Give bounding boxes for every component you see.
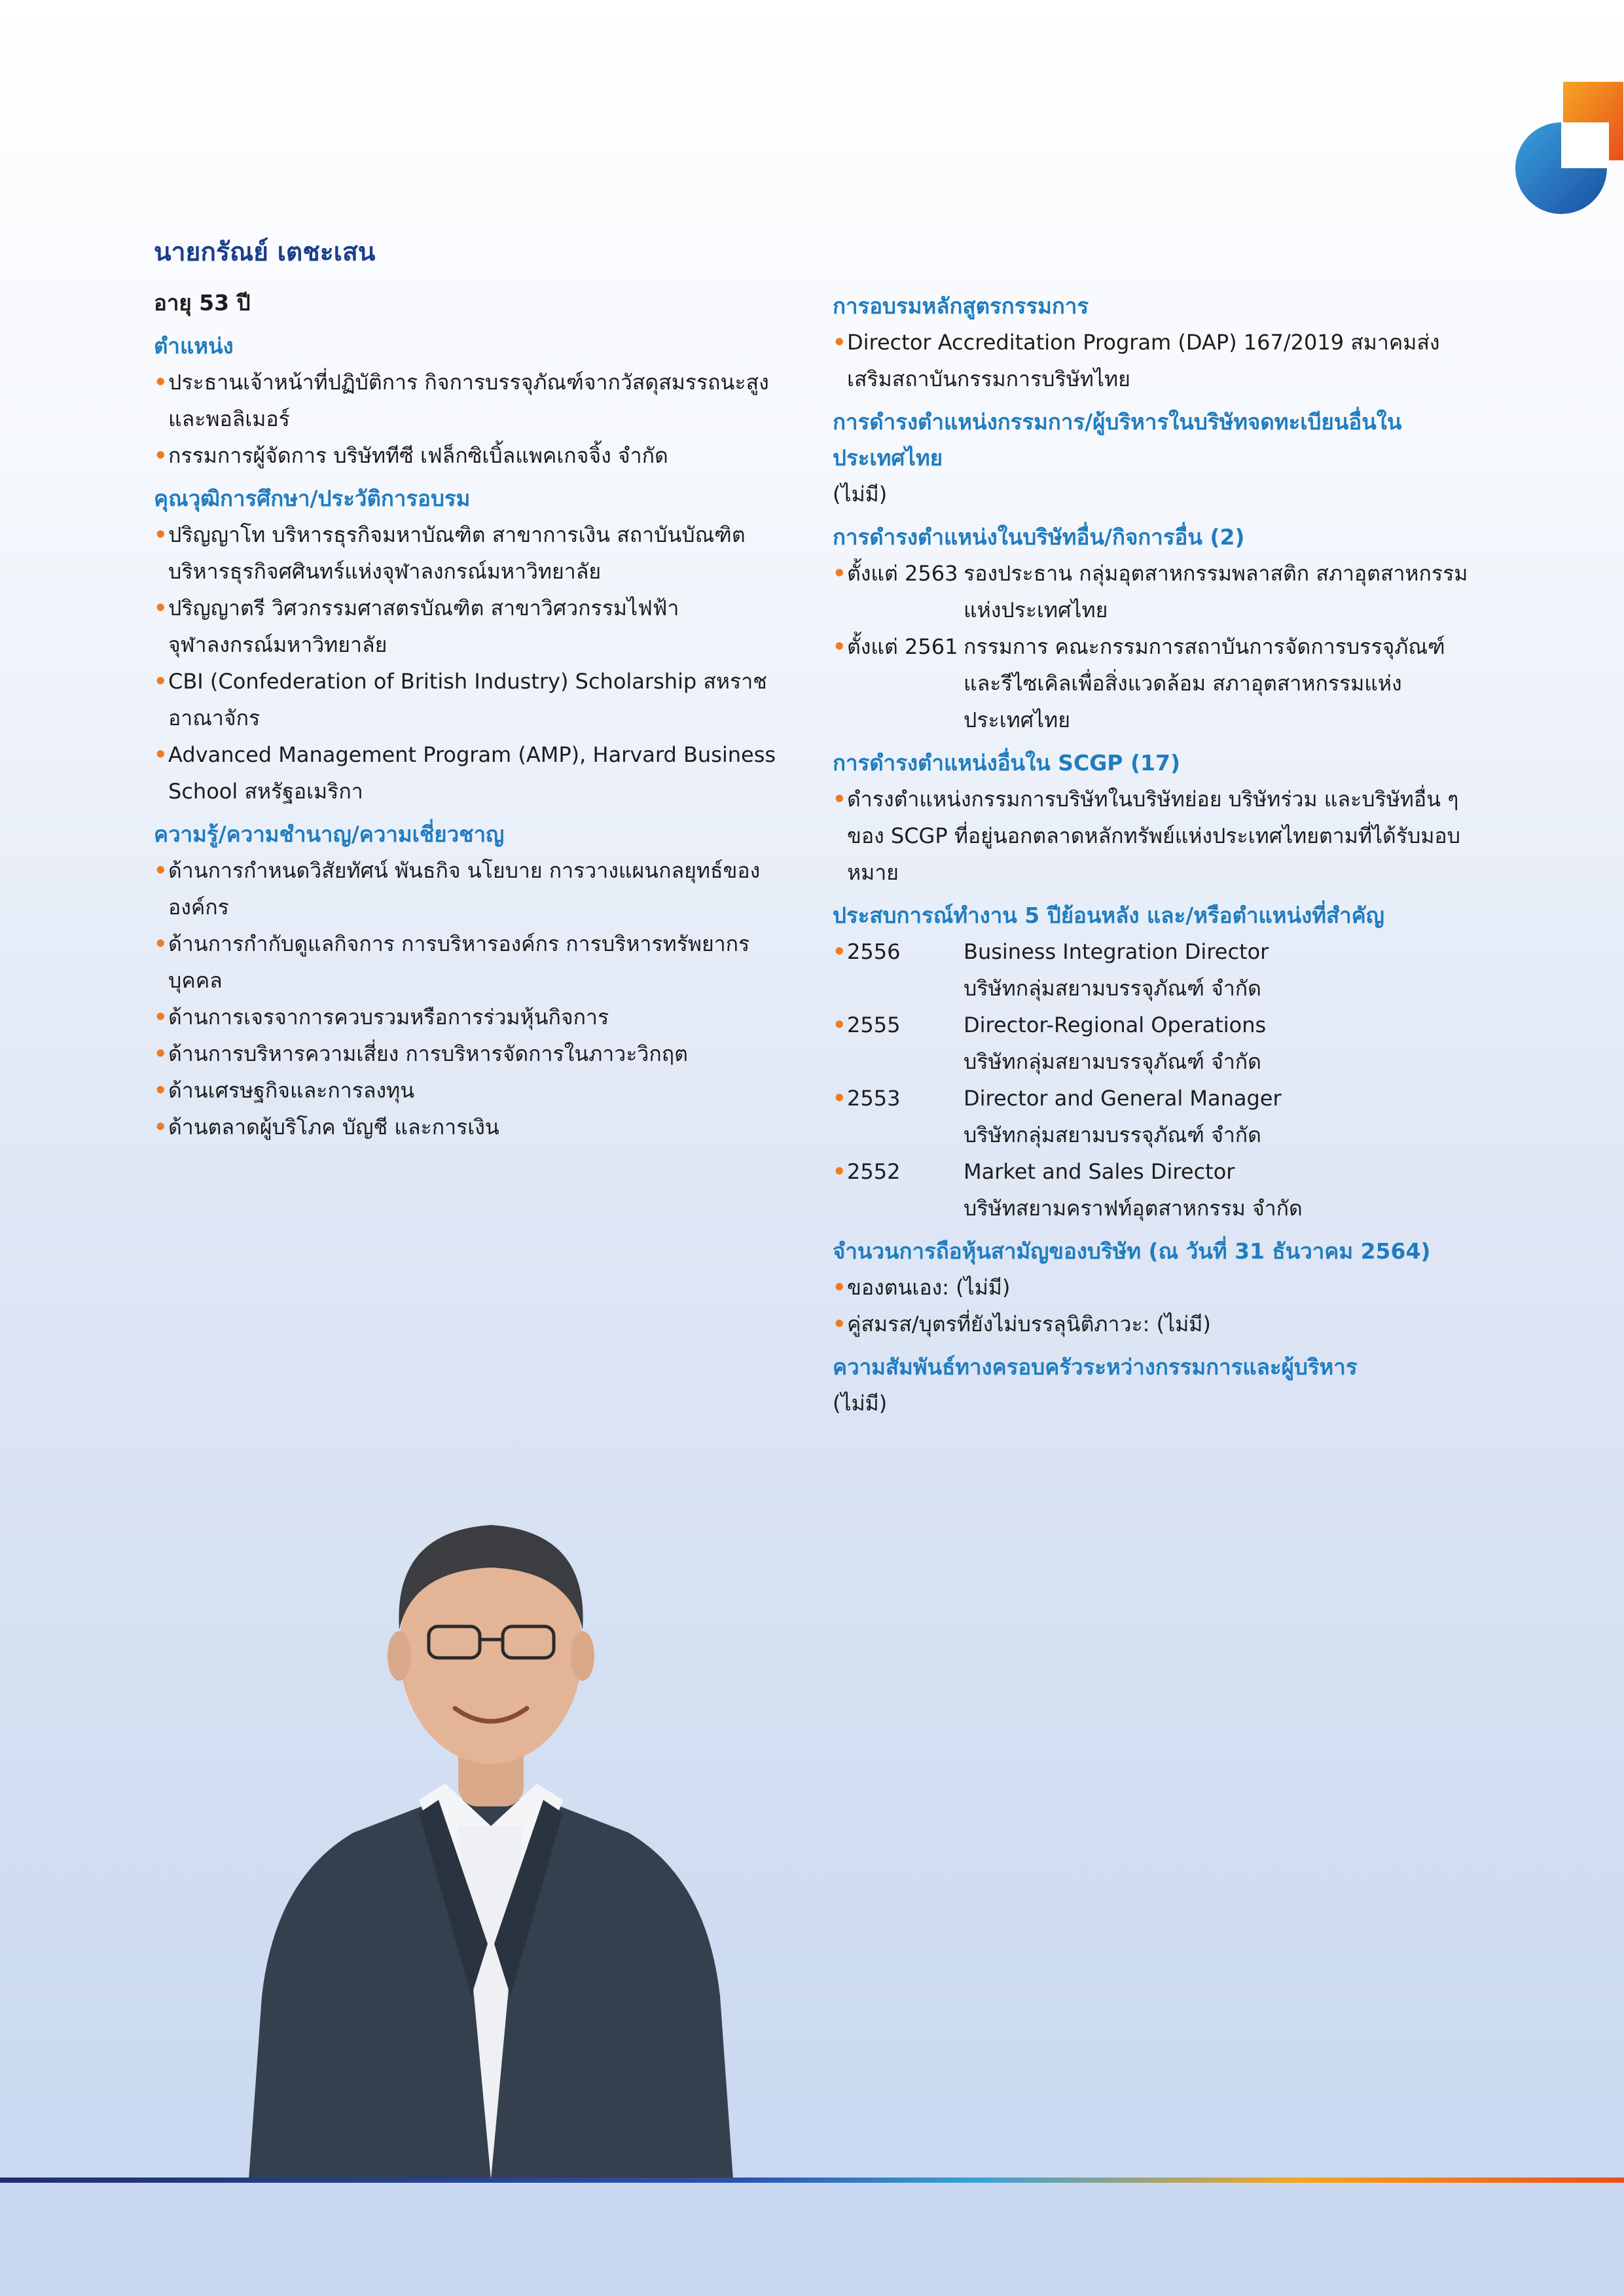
shareholding-list bbox=[833, 1269, 1471, 1342]
position-list bbox=[154, 364, 789, 474]
listed-company-value: (ไม่มี) bbox=[833, 482, 888, 507]
listed-company-heading: การดำรงตำแหน่งกรรมการ/ผู้บริหารในบริษัทจดทะเบียนอื่นในประเทศไทย bbox=[833, 409, 1402, 471]
list-item: • กรรมการผู้จัดการ บริษัททีซี เฟล็กซิเบิ้ลแพคเกจจิ้ง จำกัด bbox=[154, 443, 668, 468]
family-relation-heading: ความสัมพันธ์ทางครอบครัวระหว่างกรรมการและผู้บริหาร bbox=[833, 1354, 1358, 1380]
expertise-heading: ความรู้/ความชำนาญ/ความเชี่ยวชาญ bbox=[154, 821, 505, 847]
expertise-list bbox=[154, 852, 789, 1145]
scgp-positions-list bbox=[833, 781, 1471, 891]
list-item: • Director Accreditation Program (DAP) 167/2019 สมาคมส่งเสริมสถาบันกรรมการบริษัทไทย bbox=[833, 330, 1440, 391]
person-age: อายุ 53 ปี bbox=[154, 290, 251, 315]
person-name: นายกรัณย์ เตชะเสน bbox=[154, 238, 376, 267]
experience-row: • 2552 Market and Sales Director บริษัทสยามคราฟท์อุตสาหกรรม จำกัด bbox=[833, 1159, 1303, 1221]
list-item: • ด้านการกำหนดวิสัยทัศน์ พันธกิจ นโยบาย การวางแผนกลยุทธ์ขององค์กร bbox=[154, 858, 761, 920]
other-company-row: • ตั้งแต่ 2563 รองประธาน กลุ่มอุตสาหกรรมพลาสติก สภาอุตสาหกรรมแห่งประเทศไทย bbox=[833, 561, 1468, 622]
list-item: • ด้านตลาดผู้บริโภค บัญชี และการเงิน bbox=[154, 1115, 499, 1139]
list-item: • ของตนเอง: (ไม่มี) bbox=[833, 1275, 1011, 1300]
person-portrait-icon bbox=[223, 1407, 759, 2179]
family-relation-value: (ไม่มี) bbox=[833, 1391, 888, 1416]
scgp-logo-icon bbox=[1499, 82, 1623, 219]
scgp-positions-heading: การดำรงตำแหน่งอื่นใน SCGP (17) bbox=[833, 750, 1181, 776]
list-item: • Advanced Management Program (AMP), Harvard Business School สหรัฐอเมริกา bbox=[154, 742, 776, 804]
list-item: • ด้านเศรษฐกิจและการลงทุน bbox=[154, 1078, 415, 1103]
experience-row: • 2553 Director and General Manager บริษัทกลุ่มสยามบรรจุภัณฑ์ จำกัด bbox=[833, 1086, 1282, 1147]
list-item: • CBI (Confederation of British Industry) Scholarship สหราชอาณาจักร bbox=[154, 669, 767, 730]
list-item: • ปริญญาตรี วิศวกรรมศาสตรบัณฑิต สาขาวิศวกรรมไฟฟ้า จุฬาลงกรณ์มหาวิทยาลัย bbox=[154, 596, 679, 657]
list-item: • ปริญญาโท บริหารธุรกิจมหาบัณฑิต สาขาการเงิน สถาบันบัณฑิตบริหารธุรกิจศศินทร์แห่งจุฬาลงกรณ์มหาวิทยาลัย bbox=[154, 522, 746, 584]
right-column bbox=[833, 288, 1471, 1422]
position-heading: ตำแหน่ง bbox=[154, 333, 234, 359]
training-list bbox=[833, 324, 1471, 397]
experience-heading: ประสบการณ์ทำงาน 5 ปีย้อนหลัง และ/หรือตำแหน่งที่สำคัญ bbox=[833, 903, 1384, 928]
list-item: • ด้านการกำกับดูแลกิจการ การบริหารองค์กร การบริหารทรัพยากรบุคคล bbox=[154, 931, 750, 993]
list-item: • ดำรงตำแหน่งกรรมการบริษัทในบริษัทย่อย บริษัทร่วม และบริษัทอื่น ๆ ของ SCGP ที่อยู่นอกตลาดหลักทรัพย์แห่งประเทศไทยตามที่ได้รับมอบหมาย bbox=[833, 787, 1460, 885]
shareholding-heading: จำนวนการถือหุ้นสามัญของบริษัท (ณ วันที่ 31 ธันวาคม 2564) bbox=[833, 1238, 1431, 1264]
education-heading: คุณวุฒิการศึกษา/ประวัติการอบรม bbox=[154, 486, 471, 511]
training-heading: การอบรมหลักสูตรกรรมการ bbox=[833, 293, 1089, 319]
experience-row: • 2556 Business Integration Director บริษัทกลุ่มสยามบรรจุภัณฑ์ จำกัด bbox=[833, 939, 1269, 1001]
other-company-heading: การดำรงตำแหน่งในบริษัทอื่น/กิจการอื่น (2) bbox=[833, 524, 1245, 550]
other-company-row: • ตั้งแต่ 2561 กรรมการ คณะกรรมการสถาบันการจัดการบรรจุภัณฑ์และรีไซเคิลเพื่อสิ่งแวดล้อม สภาอุตสาหกรรมแห่งประเทศไทย bbox=[833, 634, 1445, 732]
experience-row: • 2555 Director-Regional Operations บริษัทกลุ่มสยามบรรจุภัณฑ์ จำกัด bbox=[833, 1013, 1267, 1074]
list-item: • คู่สมรส/บุตรที่ยังไม่บรรลุนิติภาวะ: (ไม่มี) bbox=[833, 1312, 1211, 1336]
bottom-color-bar bbox=[0, 2178, 1624, 2183]
list-item: • ประธานเจ้าหน้าที่ปฏิบัติการ กิจการบรรจุภัณฑ์จากวัสดุสมรรถนะสูงและพอลิเมอร์ bbox=[154, 370, 769, 431]
left-column bbox=[154, 232, 789, 1145]
education-list bbox=[154, 516, 789, 810]
list-item: • ด้านการเจรจาการควบรวมหรือการร่วมหุ้นกิจการ bbox=[154, 1005, 609, 1030]
list-item: • ด้านการบริหารความเสี่ยง การบริหารจัดการในภาวะวิกฤต bbox=[154, 1041, 688, 1066]
